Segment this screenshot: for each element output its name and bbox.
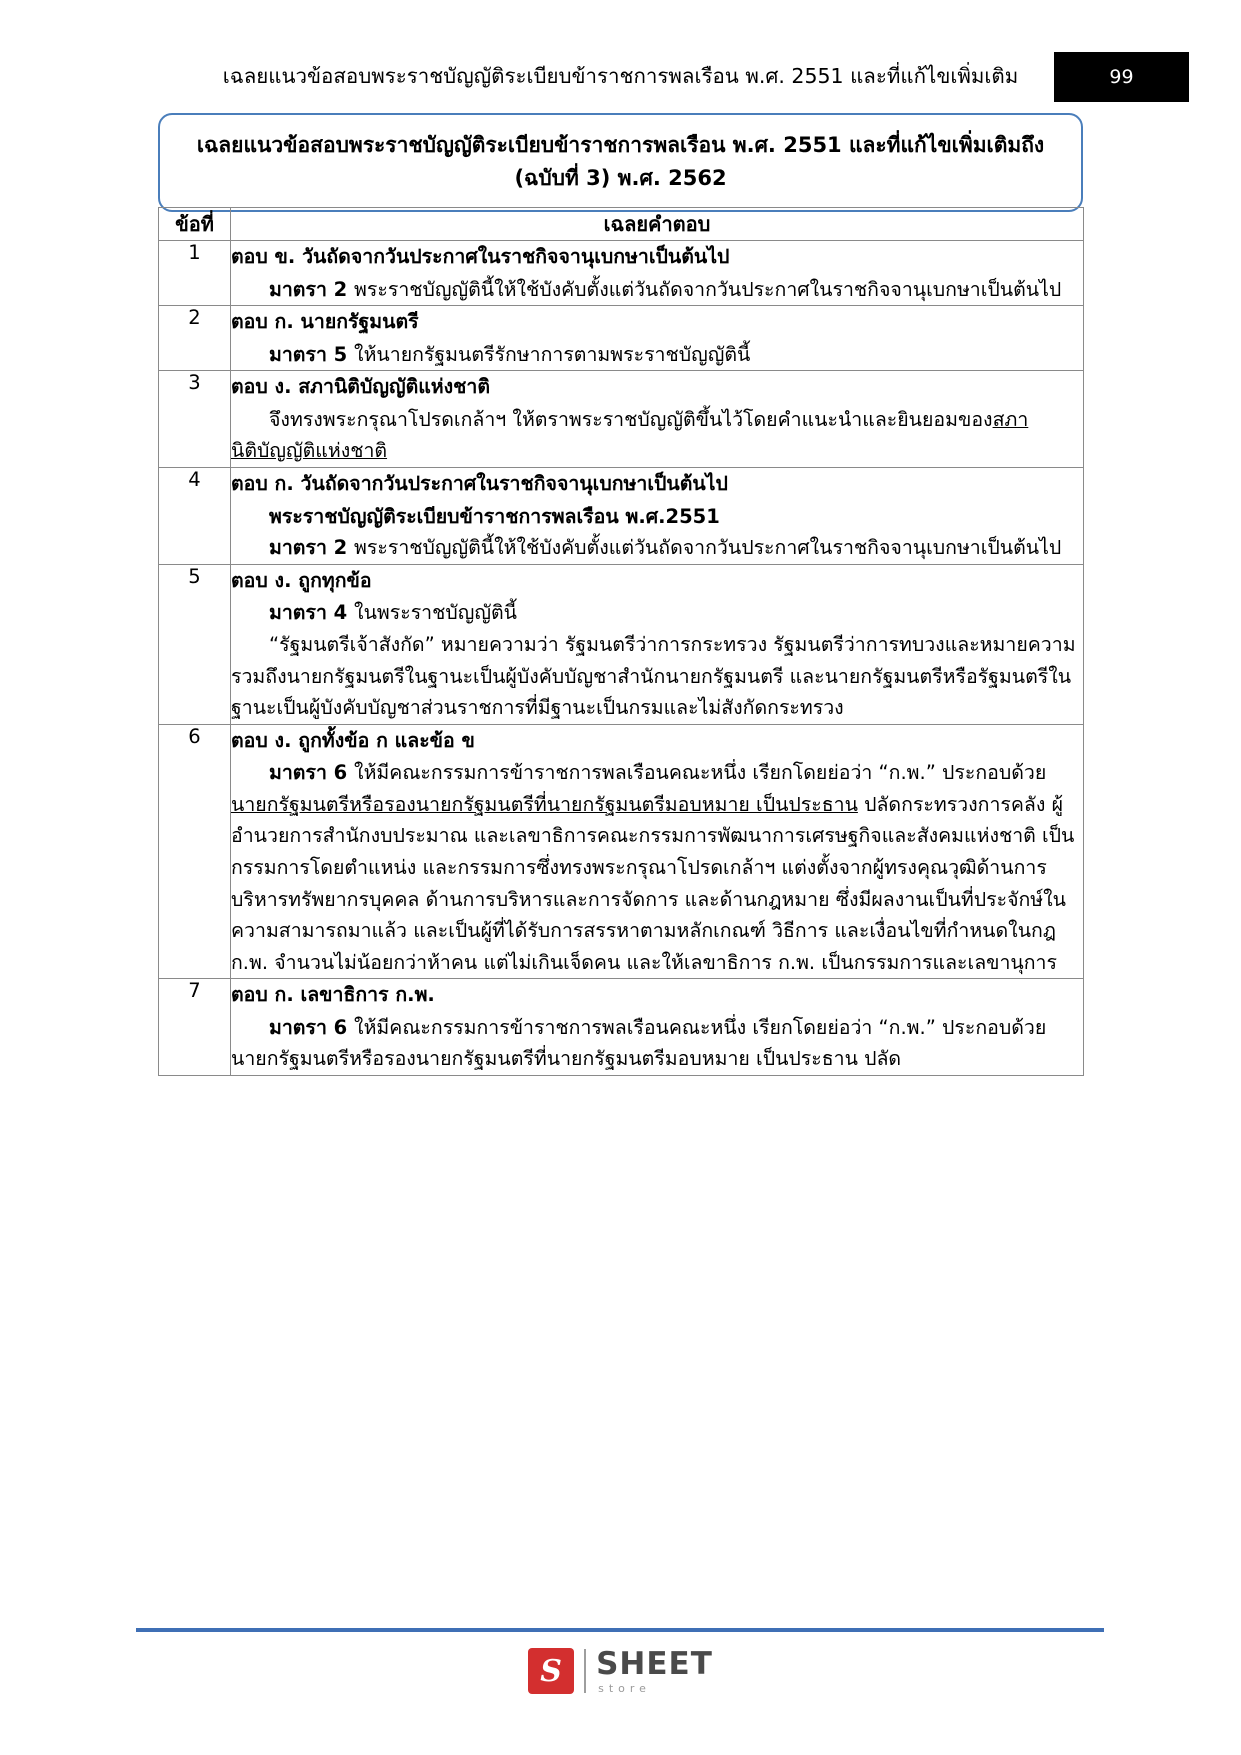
answer-paragraph: [231, 629, 1083, 724]
answer-paragraph: [231, 1012, 1083, 1075]
row-answer: [231, 724, 1084, 979]
row-number: 7: [159, 979, 231, 1076]
table-row: [159, 371, 1084, 468]
answer-choice-line: ตอบ ง. ถูกทุกข้อ: [231, 568, 372, 592]
row-number: 1: [159, 241, 231, 306]
row-answer: [231, 468, 1084, 565]
answer-choice-line: ตอบ ก. นายกรัฐมนตรี: [231, 310, 419, 334]
table-row: [159, 979, 1084, 1076]
answer-text-run: พระราชบัญญัตินี้ให้ใช้บังคับตั้งแต่วันถัดจากวันประกาศในราชกิจจานุเบกษาเป็นต้นไป: [354, 536, 1062, 560]
table-body: [159, 241, 1084, 1076]
answer-text-run: พระราชบัญญัตินี้ให้ใช้บังคับตั้งแต่วันถัดจากวันประกาศในราชกิจจานุเบกษาเป็นต้นไป: [354, 277, 1062, 301]
answer-choice-line: ตอบ ก. วันถัดจากวันประกาศในราชกิจจานุเบกษาเป็นต้นไป: [231, 472, 728, 496]
answer-text-run: มาตรา 5: [269, 342, 355, 366]
page-number: 99: [1109, 66, 1134, 88]
row-answer: [231, 371, 1084, 468]
table-row: [159, 564, 1084, 724]
title-line-2: (ฉบับที่ 3) พ.ศ. 2562: [514, 165, 727, 190]
table-row: [159, 306, 1084, 371]
row-number: 5: [159, 564, 231, 724]
answer-text-run: มาตรา 2: [269, 536, 355, 560]
running-header-title: เฉลยแนวข้อสอบพระราชบัญญัติระเบียบข้าราชการพลเรือน พ.ศ. 2551 และที่แก้ไขเพิ่มเติม: [222, 64, 1019, 88]
column-header-number: ข้อที่: [159, 208, 231, 241]
answer-paragraph: [231, 757, 1083, 978]
logo-main-text: SHEET: [596, 1645, 713, 1682]
table-header-row: [159, 208, 1084, 241]
answer-text-run: ให้มีคณะกรรมการข้าราชการพลเรือนคณะหนึ่ง เรียกโดยย่อว่า “ก.พ.” ประกอบด้วย: [354, 761, 1047, 785]
answer-text-run: จึงทรงพระกรุณาโปรดเกล้าฯ ให้ตราพระราชบัญญัติขึ้นไว้โดยคำแนะนำและยินยอมของ: [269, 407, 993, 431]
table-row: [159, 468, 1084, 565]
column-header-answer: เฉลยคำตอบ: [231, 208, 1084, 241]
page-header: [0, 52, 1241, 98]
footer-logo: [0, 1645, 1241, 1695]
answer-text-run: มาตรา 4: [269, 601, 355, 625]
answer-text-run: สภานิติบัญญัติแห่งชาติ: [231, 407, 1029, 463]
row-answer: [231, 564, 1084, 724]
answer-text-run: พระราชบัญญัติระเบียบข้าราชการพลเรือน พ.ศ.2551: [269, 504, 720, 528]
answer-text-run: มาตรา 6: [269, 1015, 355, 1039]
row-answer: [231, 241, 1084, 306]
answer-text-run: มาตรา 2: [269, 277, 355, 301]
row-answer: [231, 306, 1084, 371]
answer-paragraph: [231, 404, 1083, 467]
title-line-1: เฉลยแนวข้อสอบพระราชบัญญัติระเบียบข้าราชการพลเรือน พ.ศ. 2551 และที่แก้ไขเพิ่มเติมถึง: [196, 133, 1045, 157]
answer-text-run: นายกรัฐมนตรีหรือรองนายกรัฐมนตรีที่นายกรัฐมนตรีมอบหมาย เป็นประธาน: [231, 792, 858, 816]
answer-paragraph: [231, 274, 1083, 306]
answer-text-run: ให้มีคณะกรรมการข้าราชการพลเรือนคณะหนึ่ง เรียกโดยย่อว่า “ก.พ.” ประกอบด้วยนายกรัฐมนตรีหรือรองนายกรัฐมนตรีที่นายกรัฐมนตรีมอบหมาย เป็นประธาน ปลัด: [231, 1015, 1047, 1071]
footer-divider: [136, 1628, 1104, 1632]
answer-paragraph: [231, 532, 1083, 564]
answer-text-run: ในพระราชบัญญัตินี้: [354, 601, 517, 625]
answer-text-run: ให้นายกรัฐมนตรีรักษาการตามพระราชบัญญัตินี้: [354, 342, 751, 366]
answer-paragraph: [231, 597, 1083, 629]
answer-choice-line: ตอบ ก. เลขาธิการ ก.พ.: [231, 983, 435, 1007]
answer-text-run: “รัฐมนตรีเจ้าสังกัด” หมายความว่า รัฐมนตรีว่าการกระทรวง รัฐมนตรีว่าการทบวงและหมายความรวมถึงนายกรัฐมนตรีในฐานะเป็นผู้บังคับบัญชาสำนักนายกรัฐมนตรี และนายกรัฐมนตรีหรือรัฐมนตรีในฐานะเป็นผู้บังคับบัญชาส่วนราชการที่มีฐานะเป็นกรมและไม่สังกัดกระทรวง: [231, 632, 1076, 720]
document-title-box: [158, 113, 1083, 212]
row-number: 3: [159, 371, 231, 468]
logo-divider: [584, 1649, 586, 1693]
table-row: [159, 724, 1084, 979]
answer-choice-line: ตอบ ง. สภานิติบัญญัติแห่งชาติ: [231, 375, 491, 399]
logo-wordmark: [596, 1645, 713, 1695]
page-number-badge: [1054, 52, 1189, 102]
row-number: 6: [159, 724, 231, 979]
answer-paragraph: [231, 501, 1083, 533]
row-answer: [231, 979, 1084, 1076]
answer-key-table: [158, 207, 1084, 1076]
answer-paragraph: [231, 339, 1083, 371]
row-number: 2: [159, 306, 231, 371]
table-row: [159, 241, 1084, 306]
answer-text-run: ปลัดกระทรวงการคลัง ผู้อำนวยการสำนักงบประมาณ และเลขาธิการคณะกรรมการพัฒนาการเศรษฐกิจและสังคมแห่งชาติ เป็นกรรมการโดยตำแหน่ง และกรรมการซึ่งทรงพระกรุณาโปรดเกล้าฯ แต่งตั้งจากผู้ทรงคุณวุฒิด้านการบริหารทรัพยากรบุคคล ด้านการบริหารและการจัดการ และด้านกฎหมาย ซึ่งมีผลงานเป็นที่ประจักษ์ในความสามารถมาแล้ว และเป็นผู้ที่ได้รับการสรรหาตามหลักเกณฑ์ วิธีการ และเงื่อนไขที่กำหนดในกฎ ก.พ. จำนวนไม่น้อยกว่าห้าคน แต่ไม่เกินเจ็ดคน และให้เลขาธิการ ก.พ. เป็นกรรมการและเลขานุการ: [231, 792, 1075, 974]
answer-choice-line: ตอบ ง. ถูกทั้งข้อ ก และข้อ ข: [231, 728, 475, 752]
logo-sub-text: store: [598, 1681, 651, 1695]
logo-mark-icon: S: [528, 1648, 574, 1694]
answer-choice-line: ตอบ ข. วันถัดจากวันประกาศในราชกิจจานุเบกษาเป็นต้นไป: [231, 245, 730, 268]
answer-text-run: มาตรา 6: [269, 761, 355, 785]
row-number: 4: [159, 468, 231, 565]
